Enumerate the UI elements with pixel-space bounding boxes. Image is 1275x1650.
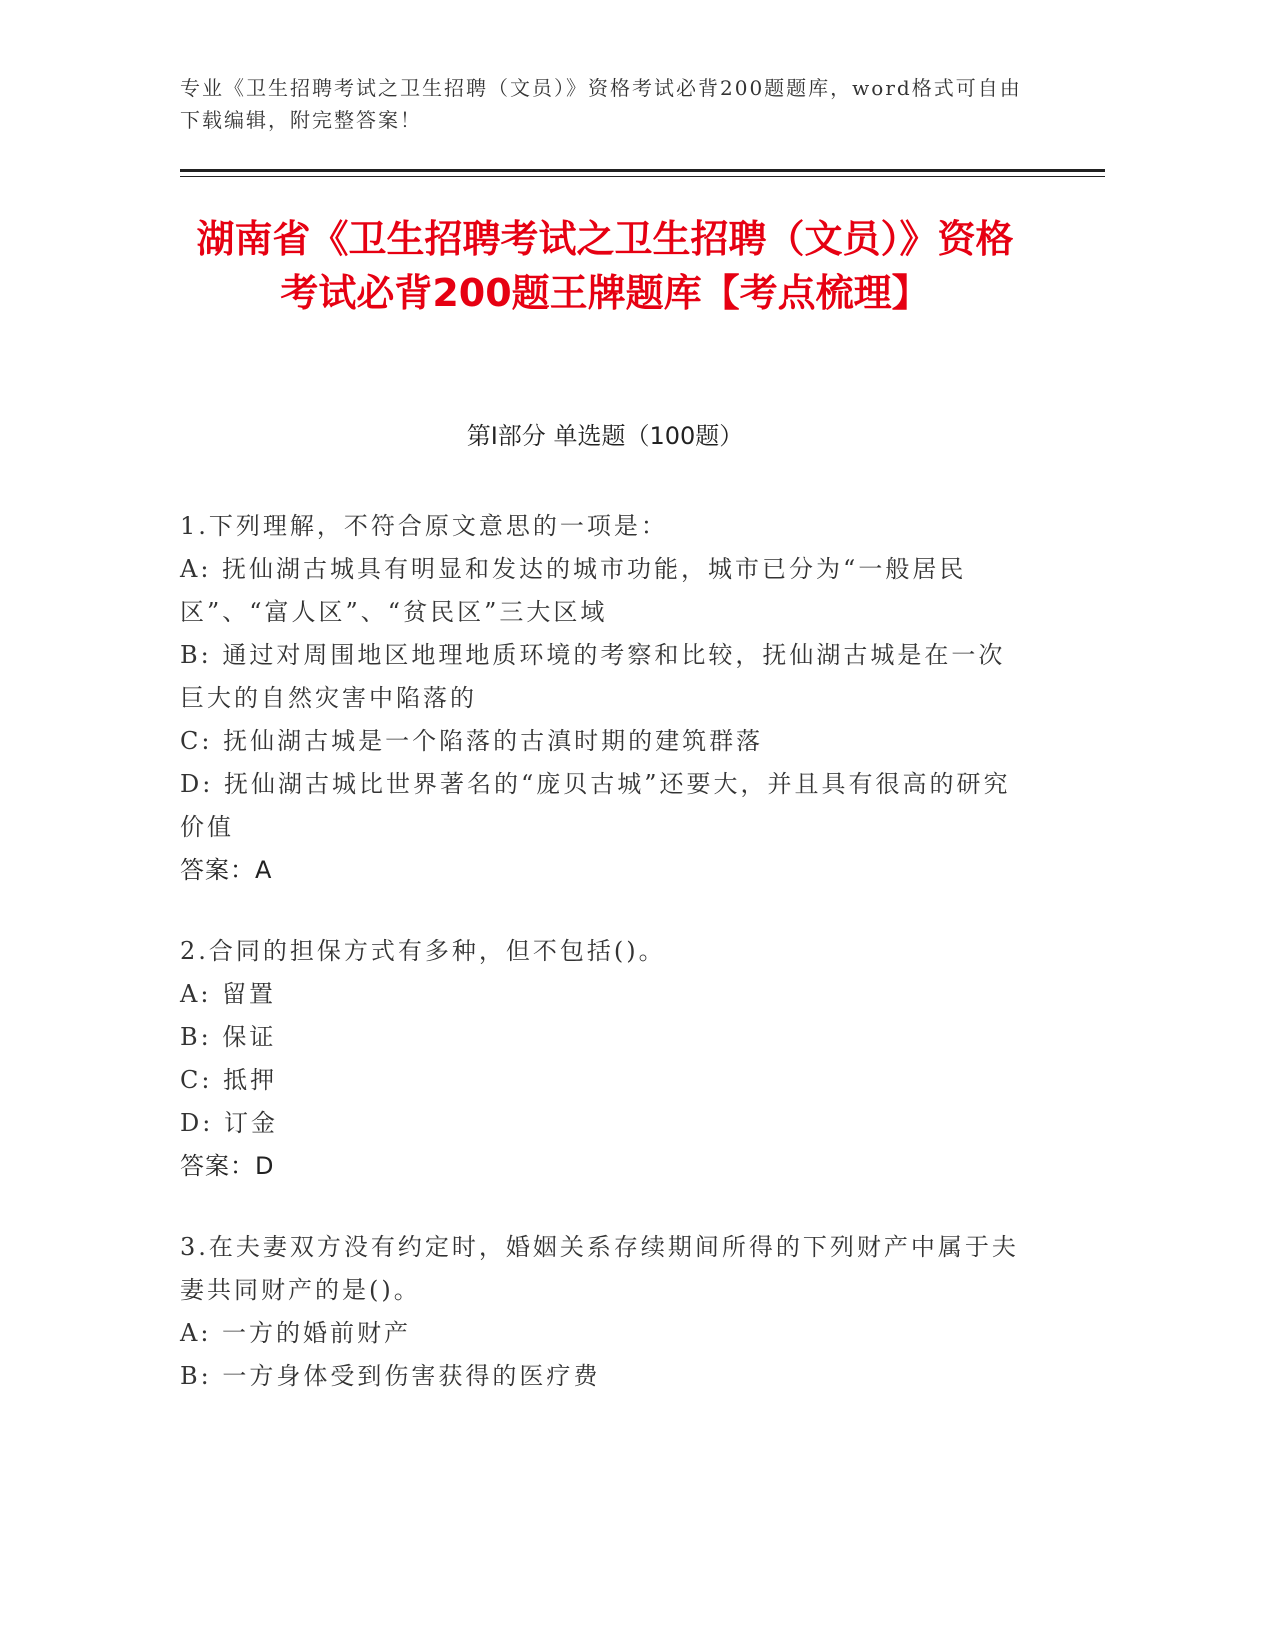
question-1 <box>180 505 1030 892</box>
document-title: 湖南省《卫生招聘考试之卫生招聘（文员）》资格考试必背200题王牌题库【考点梳理】 <box>196 217 1014 315</box>
answer: 答案：D <box>180 1152 275 1180</box>
option-d: D: 抚仙湖古城比世界著名的“庞贝古城”还要大，并且具有很高的研究价值 <box>180 770 1011 841</box>
question-stem: 3.在夫妻双方没有约定时，婚姻关系存续期间所得的下列财产中属于夫妻共同财产的是()。 <box>180 1233 1019 1304</box>
option-c: C: 抚仙湖古城是一个陷落的古滇时期的建筑群落 <box>180 727 764 755</box>
header-divider-thin <box>180 176 1105 177</box>
option-a: A: 留置 <box>180 980 277 1008</box>
option-b: B: 保证 <box>180 1023 277 1051</box>
option-b: B: 一方身体受到伤害获得的医疗费 <box>180 1362 601 1390</box>
option-a: A: 一方的婚前财产 <box>180 1319 412 1347</box>
option-c: C: 抵押 <box>180 1066 278 1094</box>
header-divider-thick <box>180 169 1105 172</box>
question-2 <box>180 930 1030 1188</box>
section-heading: 第Ⅰ部分 单选题（100题） <box>466 422 744 450</box>
question-stem: 1.下列理解，不符合原文意思的一项是： <box>180 512 668 540</box>
question-3 <box>180 1226 1030 1398</box>
option-d: D: 订金 <box>180 1109 278 1137</box>
option-a: A: 抚仙湖古城具有明显和发达的城市功能，城市已分为“一般居民区”、“富人区”、“贫民区”三大区域 <box>180 555 967 626</box>
header-note: 专业《卫生招聘考试之卫生招聘（文员）》资格考试必背200题题库，word格式可自由下载编辑，附完整答案！ <box>180 76 1022 132</box>
question-list <box>180 505 1030 1436</box>
question-stem: 2.合同的担保方式有多种，但不包括()。 <box>180 937 666 965</box>
answer: 答案：A <box>180 856 273 884</box>
option-b: B: 通过对周围地区地理地质环境的考察和比较，抚仙湖古城是在一次巨大的自然灾害中陷落的 <box>180 641 1006 712</box>
